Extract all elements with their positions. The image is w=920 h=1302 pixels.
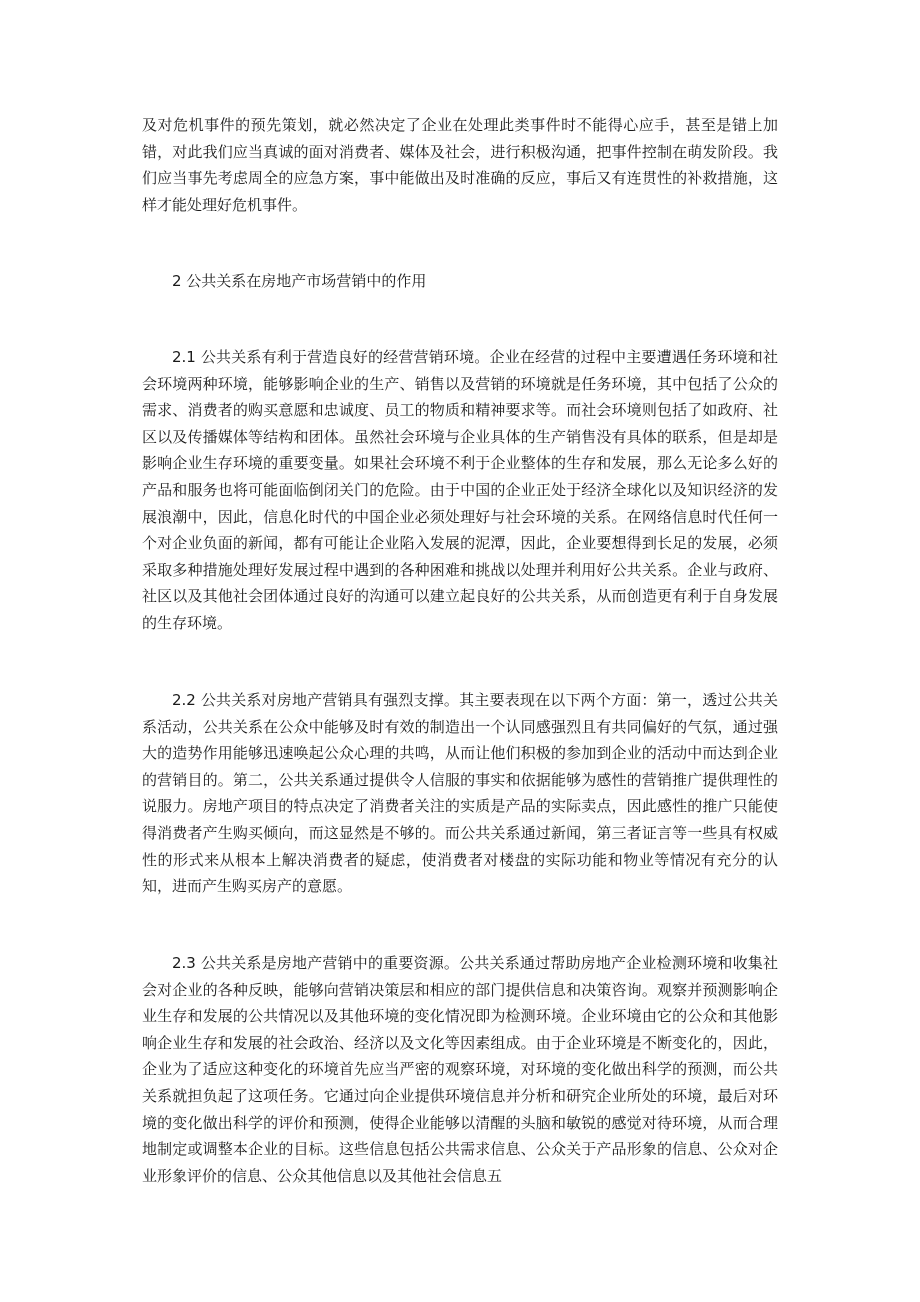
section-heading: 2 公共关系在房地产市场营销中的作用 bbox=[172, 272, 427, 290]
paragraph-2-3: 2.3 公共关系是房地产营销中的重要资源。公共关系通过帮助房地产企业检测环境和收集社会对企业的各种反映，能够向营销决策层和相应的部门提供信息和决策咨询。观察并预测影响企业生存和发展的公共情况以及其他环境的变化情况即为检测环境。企业环境由它的公众和其他影响企业生存和发展的社会政治、经济以及文化等因素组成。由于企业环境是不断变化的，因此，企业为了适应这种变化的环境首先应当严密的观察环境，对环境的变化做出科学的预测，而公共关系就担负起了这项任务。它通过向企业提供环境信息并分析和研究企业所处的环境，最后对环境的变化做出科学的评价和预测，使得企业能够以清醒的头脑和敏锐的感觉对待环境，从而合理地制定或调整本企业的目标。这些信息包括公共需求信息、公众关于产品形象的信息、公众对企业形象评价的信息、公众其他信息以及其他社会信息五 bbox=[142, 954, 778, 1185]
paragraph-2-1: 2.1 公共关系有利于营造良好的经营营销环境。企业在经营的过程中主要遭遇任务环境和社会环境两种环境，能够影响企业的生产、销售以及营销的环境就是任务环境，其中包括了公众的需求、消费者的购买意愿和忠诚度、员工的物质和精神要求等。而社会环境则包括了如政府、社区以及传播媒体等结构和团体。虽然社会环境与企业具体的生产销售没有具体的联系，但是却是影响企业生存环境的重要变量。如果社会环境不利于企业整体的生存和发展，那么无论多么好的产品和服务也将可能面临倒闭关门的危险。由于中国的企业正处于经济全球化以及知识经济的发展浪潮中，因此，信息化时代的中国企业必须处理好与社会环境的关系。在网络信息时代任何一个对企业负面的新闻，都有可能让企业陷入发展的泥潭，因此，企业要想得到长足的发展，必须采取多种措施处理好发展过程中遇到的各种困难和挑战以处理并利用好公共关系。企业与政府、社区以及其他社会团体通过良好的沟通可以建立起良好的公共关系，从而创造更有利于自身发展的生存环境。 bbox=[142, 348, 778, 632]
paragraph-intro: 及对危机事件的预先策划，就必然决定了企业在处理此类事件时不能得心应手，甚至是错上加错，对此我们应当真诚的面对消费者、媒体及社会，进行积极沟通，把事件控制在萌发阶段。我们应当事先考虑周全的应急方案，事中能做出及时准确的反应，事后又有连贯性的补救措施，这样才能处理好危机事件。 bbox=[142, 116, 778, 214]
paragraph-2-2: 2.2 公共关系对房地产营销具有强烈支撑。其主要表现在以下两个方面：第一，透过公共关系活动，公共关系在公众中能够及时有效的制造出一个认同感强烈且有共同偏好的气氛，通过强大的造势作用能够迅速唤起公众心理的共鸣，从而让他们积极的参加到企业的活动中而达到企业的营销目的。第二，公共关系通过提供令人信服的事实和依据能够为感性的营销推广提供理性的说服力。房地产项目的特点决定了消费者关注的实质是产品的实际卖点，因此感性的推广只能使得消费者产生购买倾向，而这显然是不够的。而公共关系通过新闻，第三者证言等一些具有权威性的形式来从根本上解决消费者的疑虑，使消费者对楼盘的实际功能和物业等情况有充分的认知，进而产生购买房产的意愿。 bbox=[142, 691, 778, 896]
